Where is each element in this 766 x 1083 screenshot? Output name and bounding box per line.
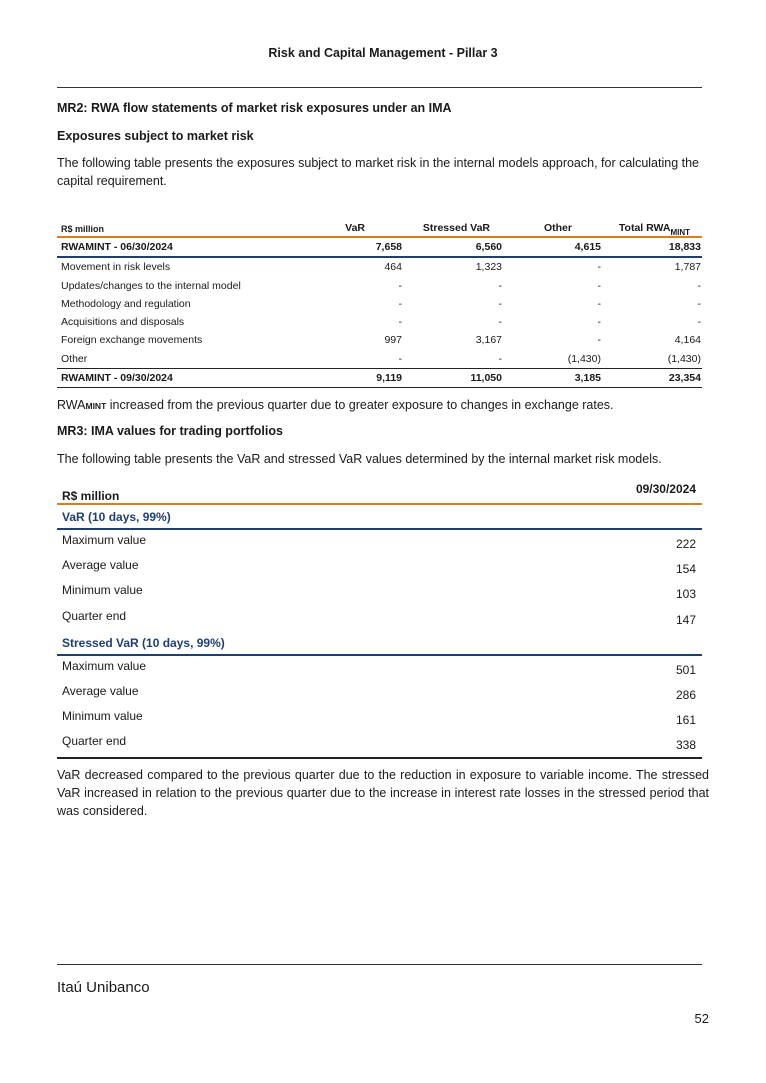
row-total: - xyxy=(697,279,701,292)
row-total: 1,787 xyxy=(674,261,701,274)
table-row xyxy=(57,606,702,631)
mr3-date-header: 09/30/2024 xyxy=(635,482,696,496)
table-row xyxy=(57,258,702,276)
row-label: Minimum value xyxy=(62,709,143,724)
row-other: - xyxy=(597,261,601,274)
mr2-opening-label: RWAMINT - 06/30/2024 xyxy=(61,241,173,253)
mr2-total-header-sub: MINT xyxy=(670,228,690,237)
mr2-total-header-text: Total RWA xyxy=(618,222,671,234)
mr3-table-header xyxy=(57,482,702,502)
mr2-closing-total: 23,354 xyxy=(668,372,701,385)
row-svar: 3,167 xyxy=(475,334,502,347)
table-row xyxy=(57,656,702,681)
mr2-opening-total: 18,833 xyxy=(668,241,701,253)
mr2-note-sub: MINT xyxy=(85,401,107,411)
row-svar: - xyxy=(498,297,502,310)
mr2-total-header xyxy=(618,222,690,237)
mr2-closing-svar: 11,050 xyxy=(470,372,502,385)
row-label: Average value xyxy=(62,558,139,573)
row-label: Foreign exchange movements xyxy=(61,334,203,347)
row-value: 154 xyxy=(675,562,696,577)
table-row xyxy=(57,681,702,706)
row-total: - xyxy=(697,316,701,329)
row-label: Average value xyxy=(62,683,139,698)
mr2-opening-row xyxy=(57,238,702,256)
table-row xyxy=(57,331,702,349)
row-value: 286 xyxy=(675,687,696,702)
table-row xyxy=(57,313,702,331)
table-row xyxy=(57,530,702,555)
row-svar: - xyxy=(498,316,502,329)
mr3-var-section xyxy=(57,505,702,528)
page-number: 52 xyxy=(694,1011,709,1026)
table-row xyxy=(57,580,702,605)
row-value: 222 xyxy=(675,537,696,551)
row-var: - xyxy=(398,316,402,329)
row-var: - xyxy=(398,352,402,365)
row-other: - xyxy=(597,316,601,329)
mr3-var-section-label: VaR (10 days, 99%) xyxy=(62,510,171,524)
row-svar: 1,323 xyxy=(475,261,502,274)
mr2-closing-var: 9,119 xyxy=(376,372,402,385)
mr2-opening-svar: 6,560 xyxy=(475,241,502,253)
row-other: - xyxy=(597,334,601,347)
row-value: 161 xyxy=(675,713,696,728)
mr2-var-header: VaR xyxy=(345,222,365,234)
row-svar: - xyxy=(498,279,502,292)
row-label: Maximum value xyxy=(62,658,147,673)
row-label: Maximum value xyxy=(62,533,147,547)
mr3-bottom-divider xyxy=(57,757,702,759)
mr3-table xyxy=(57,482,702,759)
row-other: (1,430) xyxy=(567,352,601,365)
table-row xyxy=(57,706,702,731)
row-label: Movement in risk levels xyxy=(61,261,171,274)
mr2-table xyxy=(57,219,702,388)
row-label: Minimum value xyxy=(62,583,143,598)
mr3-unit-header: R$ million xyxy=(62,489,120,503)
row-total: (1,430) xyxy=(667,352,701,365)
mr2-opening-other: 4,615 xyxy=(574,241,601,253)
row-label: Quarter end xyxy=(62,608,127,623)
mr3-conclusion: VaR decreased compared to the previous quarter due to the reduction in exposure to variable income. The stressed VaR increased in relation to the previous quarter due to the increase in interest rate losses in the stressed period that was considered. xyxy=(57,768,709,818)
row-total: 4,164 xyxy=(674,334,701,347)
mr3-intro: The following table presents the VaR and stressed VaR values determined by the internal market risk models. xyxy=(57,452,662,466)
table-row xyxy=(57,295,702,313)
row-var: - xyxy=(398,297,402,310)
row-label: Acquisitions and disposals xyxy=(61,316,185,329)
mr2-intro: The following table presents the exposures subject to market risk in the internal models approach, for calculating the capital requirement. xyxy=(57,156,700,188)
row-label: Methodology and regulation xyxy=(61,297,191,310)
mr2-opening-var: 7,658 xyxy=(375,241,402,253)
mr3-svar-section xyxy=(57,631,702,654)
table-row xyxy=(57,350,702,368)
table-row xyxy=(57,555,702,580)
mr3-svar-section-label: Stressed VaR (10 days, 99%) xyxy=(62,635,225,650)
mr2-note xyxy=(57,396,709,415)
table-row xyxy=(57,731,702,756)
row-other: - xyxy=(597,279,601,292)
mr2-note-prefix: RWA xyxy=(57,398,86,412)
mr2-other-header: Other xyxy=(543,222,572,234)
row-other: - xyxy=(597,297,601,310)
mr2-unit-header: R$ million xyxy=(61,224,105,234)
mr2-table-header xyxy=(57,219,702,236)
row-label: Quarter end xyxy=(62,734,127,749)
row-value: 338 xyxy=(675,738,696,753)
footer-brand: Itaú Unibanco xyxy=(57,979,150,996)
mr2-closing-other: 3,185 xyxy=(574,372,601,385)
mr3-title: MR3: IMA values for trading portfolios xyxy=(57,424,283,438)
row-total: - xyxy=(697,297,701,310)
header-divider xyxy=(57,87,702,88)
row-label: Other xyxy=(61,352,88,365)
row-label: Updates/changes to the internal model xyxy=(61,279,241,292)
row-var: 464 xyxy=(384,261,402,274)
mr2-closing-label: RWAMINT - 09/30/2024 xyxy=(61,372,173,385)
footer-divider xyxy=(57,964,702,965)
mr2-note-text: increased from the previous quarter due to greater exposure to changes in exchange rates. xyxy=(106,398,614,412)
table-row xyxy=(57,277,702,295)
mr2-closing-row xyxy=(57,369,702,387)
mr2-subtitle: Exposures subject to market risk xyxy=(57,129,254,143)
page-header-title: Risk and Capital Management - Pillar 3 xyxy=(268,46,498,60)
row-var: 997 xyxy=(384,334,402,347)
row-value: 501 xyxy=(675,662,696,677)
mr2-svar-header: Stressed VaR xyxy=(422,222,490,234)
mr2-bottom-divider xyxy=(57,387,702,388)
row-svar: - xyxy=(498,352,502,365)
mr2-title: MR2: RWA flow statements of market risk exposures under an IMA xyxy=(57,101,452,115)
row-var: - xyxy=(398,279,402,292)
row-value: 147 xyxy=(675,612,696,627)
row-value: 103 xyxy=(675,587,696,602)
